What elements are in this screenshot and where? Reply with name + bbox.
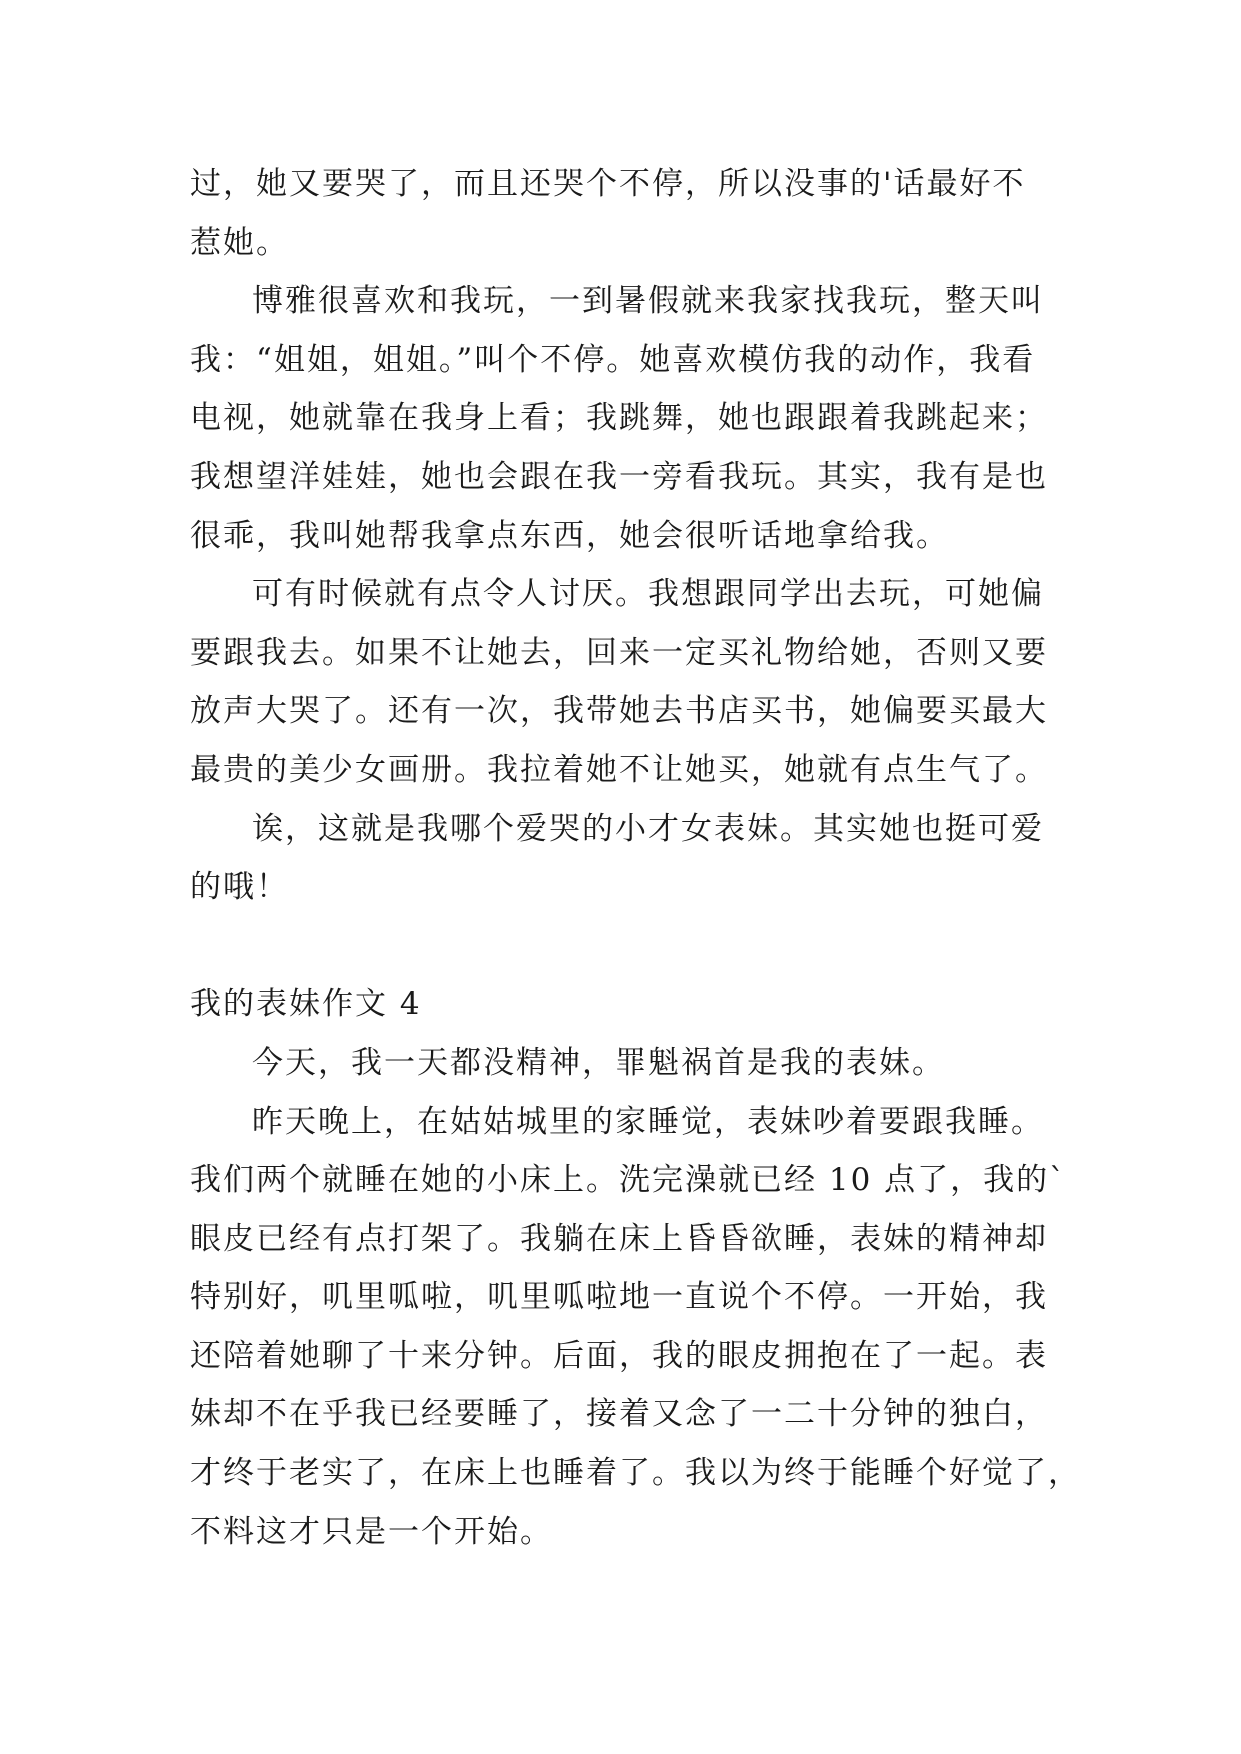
text-line: 的哦！ <box>190 869 289 906</box>
section-title: 我的表妹作文 4 <box>190 986 422 1023</box>
text-line: 要跟我去。如果不让她去，回来一定买礼物给她，否则又要 <box>190 634 1048 671</box>
paragraph-ending <box>190 800 1056 917</box>
text-line: 妹却不在乎我已经要睡了，接着又念了一二十分钟的独白， <box>190 1396 1048 1433</box>
text-line: 还陪着她聊了十来分钟。后面，我的眼皮拥抱在了一起。表 <box>190 1337 1048 1374</box>
text-line: 眼皮已经有点打架了。我躺在床上昏昏欲睡，表妹的精神却 <box>190 1220 1048 1257</box>
text-line: 诶，这就是我哪个爱哭的小才女表妹。其实她也挺可爱 <box>252 810 1044 847</box>
text-line: 放声大哭了。还有一次，我带她去书店买书，她偏要买最大 <box>190 693 1048 730</box>
text-line: 昨天晚上，在姑姑城里的家睡觉，表妹吵着要跟我睡。 <box>252 1103 1044 1140</box>
text-line: 过，她又要哭了，而且还哭个不停，所以没事的'话最好不 <box>190 166 1026 202</box>
text-line: 博雅很喜欢和我玩，一到暑假就来我家找我玩，整天叫 <box>252 283 1044 320</box>
document-body <box>190 155 1081 1561</box>
paragraph-annoying <box>190 565 1056 799</box>
paragraph-boya <box>190 272 1056 565</box>
text-line: 惹她。 <box>190 224 289 261</box>
paragraph-today <box>190 1034 1056 1093</box>
text-line: 我想望洋娃娃，她也会跟在我一旁看我玩。其实，我有是也 <box>190 458 1048 495</box>
text-line: 可有时候就有点令人讨厌。我想跟同学出去玩，可她偏 <box>252 576 1044 613</box>
paragraph-last-night <box>190 1093 1081 1562</box>
section-spacer <box>190 917 1056 976</box>
paragraph-continued <box>190 155 1056 272</box>
text-line: 特别好，叽里呱啦，叽里呱啦地一直说个不停。一开始，我 <box>190 1279 1048 1316</box>
text-line: 很乖，我叫她帮我拿点东西，她会很听话地拿给我。 <box>190 517 949 554</box>
text-line: 不料这才只是一个开始。 <box>190 1513 553 1550</box>
text-line: 我们两个就睡在她的小床上。洗完澡就已经 10 点了，我的` <box>190 1162 1067 1199</box>
text-line: 我：“姐姐，姐姐。”叫个不停。她喜欢模仿我的动作，我看 <box>190 341 1036 378</box>
text-line: 才终于老实了，在床上也睡着了。我以为终于能睡个好觉了， <box>190 1455 1081 1492</box>
text-line: 最贵的美少女画册。我拉着她不让她买，她就有点生气了。 <box>190 751 1048 788</box>
text-line: 今天，我一天都没精神，罪魁祸首是我的表妹。 <box>252 1044 945 1081</box>
text-line: 电视，她就靠在我身上看；我跳舞，她也跟跟着我跳起来； <box>190 400 1048 437</box>
